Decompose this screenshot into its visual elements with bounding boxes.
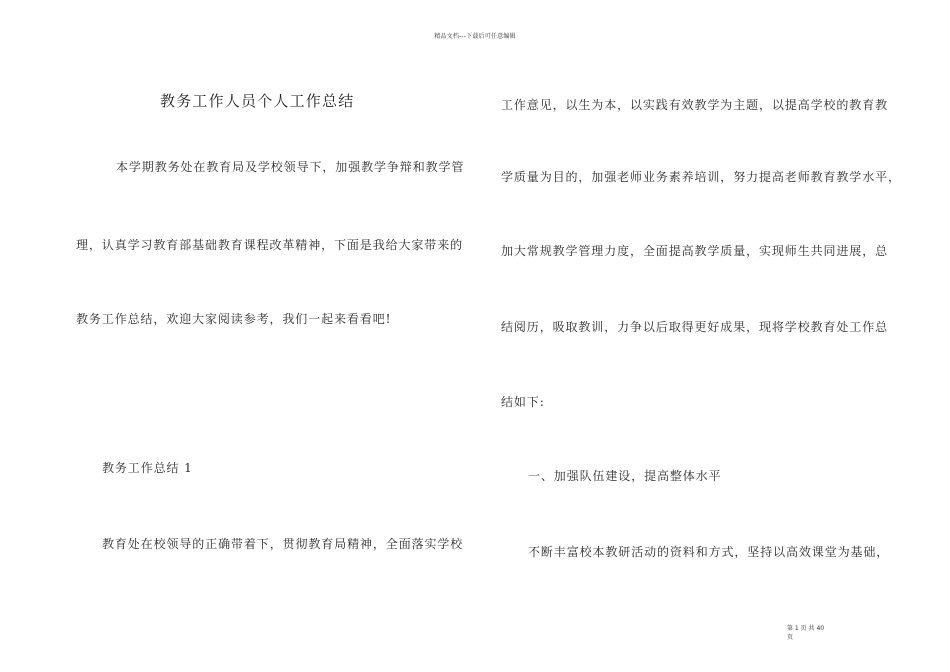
section-heading: 教务工作总结 1: [102, 461, 193, 475]
paragraph-line: 教务工作总结，欢迎大家阅读参考，我们一起来看看吧!: [76, 312, 392, 326]
paragraph-line: 结如下:: [501, 395, 545, 409]
paragraph-line: 本学期教务处在教育局及学校领导下，加强教学争辩和教学管: [116, 160, 465, 174]
section-heading: 一、加强队伍建设，提高整体水平: [528, 469, 722, 483]
paragraph-line: 工作意见，以生为本，以实践有效教学为主题，以提高学校的教育教: [501, 98, 889, 112]
document-title: 教务工作人员个人工作总结: [160, 92, 355, 110]
paragraph-line: 不断丰富校本教研活动的资料和方式，坚持以高效课堂为基础，: [528, 545, 890, 559]
header-note: 精品文档---下载后可任意编辑: [434, 33, 516, 40]
paragraph-line: 结阅历，吸取教训，力争以后取得更好成果，现将学校教育处工作总: [501, 320, 889, 334]
paragraph-line: 加大常规教学管理力度，全面提高教学质量，实现师生共同进展，总: [501, 244, 889, 258]
paragraph-line: 理，认真学习教育部基础教育课程改革精神，下面是我给大家带来的: [76, 238, 464, 252]
page-number: 第 1 页 共 40 页: [787, 625, 825, 641]
paragraph-line: 教育处在校领导的正确带着下，贯彻教育局精神，全面落实学校: [102, 537, 464, 551]
paragraph-line: 学质量为目的，加强老师业务素养培训，努力提高老师教育教学水平，: [501, 170, 901, 184]
